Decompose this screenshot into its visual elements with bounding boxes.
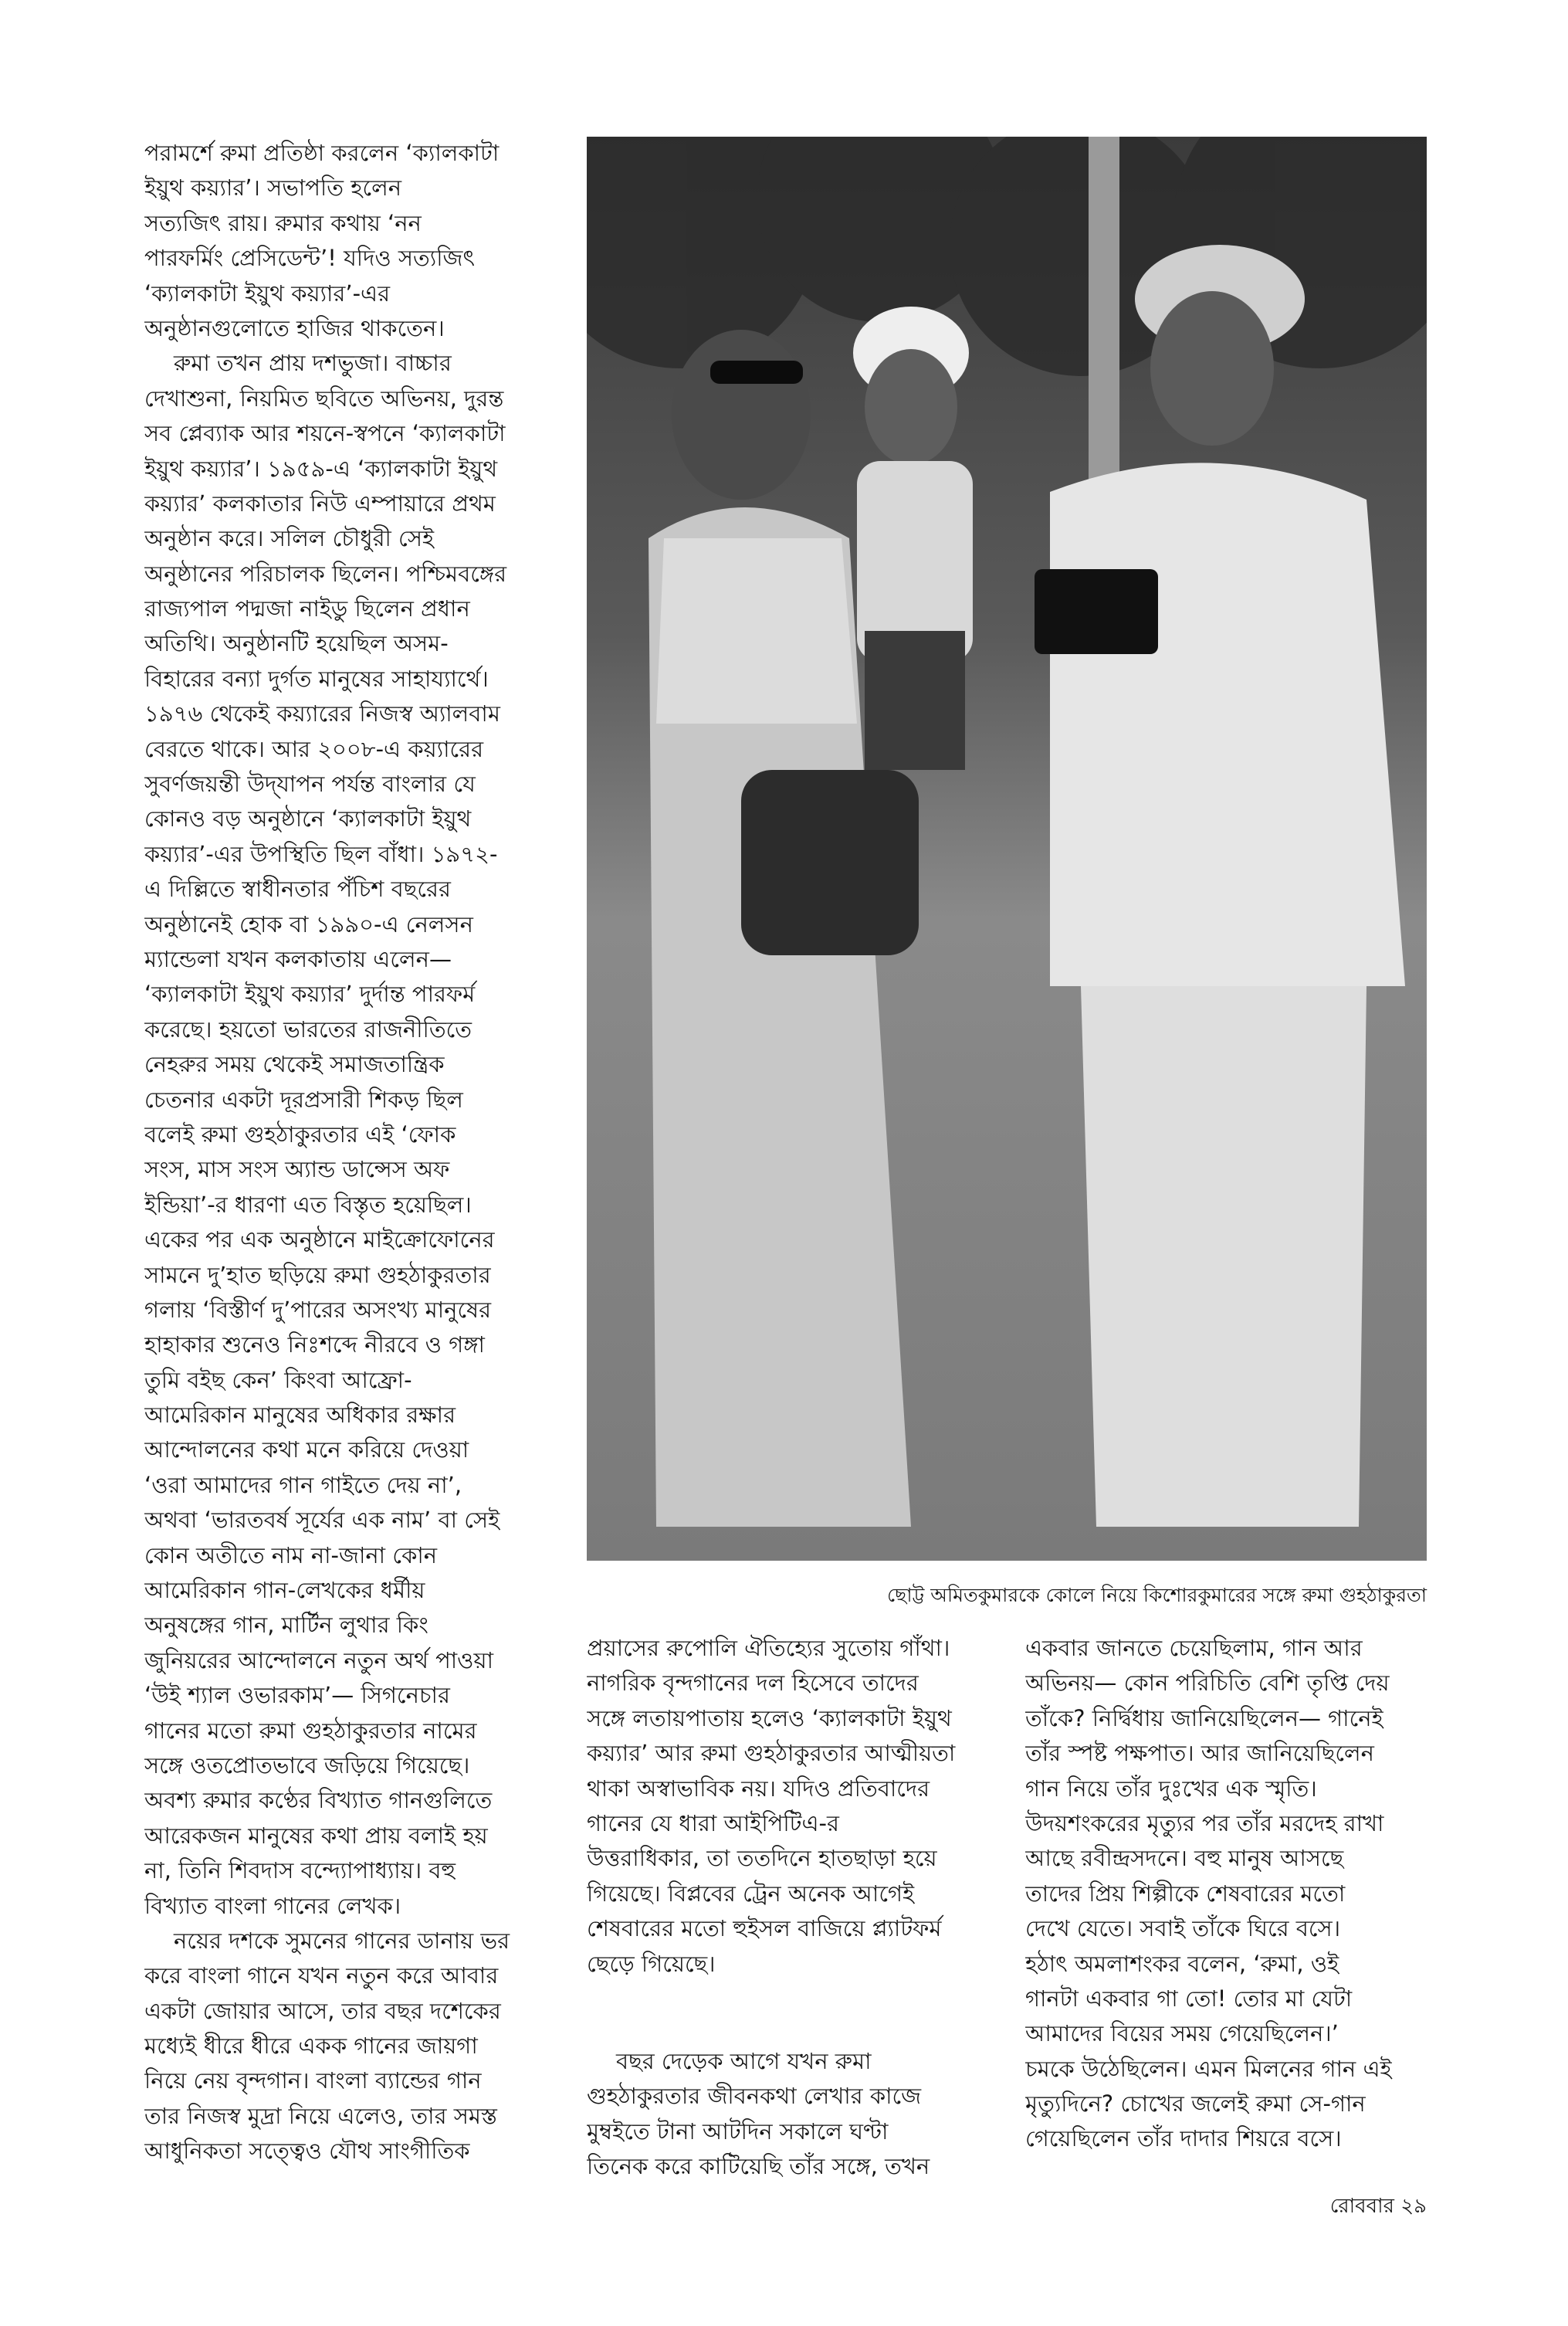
text-line: ইয়ুথ কয়্যার’। সভাপতি হলেন xyxy=(144,175,402,202)
text-line: গেয়েছিলেন তাঁর দাদার শিয়রে বসে। xyxy=(1025,2125,1342,2152)
article-column-right xyxy=(1025,1631,1431,2157)
text-line: গুহঠাকুরতার জীবনকথা লেখার কাজে xyxy=(587,2083,922,2110)
text-line: আমেরিকান মানুষের অধিকার রক্ষার xyxy=(144,1402,456,1429)
text-line: নাগরিক বৃন্দগানের দল হিসেবে তাদের xyxy=(587,1670,919,1697)
text-line: ইয়ুথ কয়্যার’। ১৯৫৯-এ ‘ক্যালকাটা ইয়ুথ xyxy=(144,455,498,482)
text-line: অভিনয়— কোন পরিচিতি বেশি তৃপ্তি দেয় xyxy=(1025,1670,1390,1697)
text-line: পারফর্মিং প্রেসিডেন্ট’! যদিও সত্যজিৎ xyxy=(144,245,475,272)
text-line: করেছে। হয়তো ভারতের রাজনীতিতে xyxy=(144,1016,472,1043)
text-line: সব প্লেব্যাক আর শয়নে-স্বপনে ‘ক্যালকাটা xyxy=(144,420,506,447)
text-line: দেখে যেতে। সবাই তাঁকে ঘিরে বসে। xyxy=(1025,1915,1341,1942)
text-line: অবশ্য রুমার কণ্ঠের বিখ্যাত গানগুলিতে xyxy=(144,1787,493,1814)
text-line: বেরতে থাকে। আর ২০০৮-এ কয়্যারের xyxy=(144,735,484,762)
text-line: ‘উই শ্যাল ওভারকাম’— সিগনেচার xyxy=(144,1682,450,1709)
article-column-left xyxy=(144,136,550,2169)
paragraph-gap xyxy=(587,1982,992,2044)
text-line: তাদের প্রিয় শিল্পীকে শেষবারের মতো xyxy=(1025,1880,1346,1907)
checked-bag xyxy=(741,770,919,955)
text-line: নিয়ে নেয় বৃন্দগান। বাংলা ব্যান্ডের গান xyxy=(144,2067,482,2094)
text-line: কোনও বড় অনুষ্ঠানে ‘ক্যালকাটা ইয়ুথ xyxy=(144,805,472,832)
text-line: শেষবারের মতো হুইসল বাজিয়ে প্ল্যাটফর্ম xyxy=(587,1915,942,1942)
text-line: ছেড়ে গিয়েছে। xyxy=(587,1950,716,1977)
text-line: আমাদের বিয়ের সময় গেয়েছিলেন।’ xyxy=(1025,2020,1339,2047)
text-line: কয়্যার’ কলকাতার নিউ এম্পায়ারে প্রথম xyxy=(144,490,496,517)
text-line: গানটা একবার গা তো! তোর মা যেটা xyxy=(1025,1985,1353,2012)
text-line: সঙ্গে লতায়পাতায় হলেও ‘ক্যালকাটা ইয়ুথ xyxy=(587,1704,952,1731)
text-line: আমেরিকান গান-লেখকের ধর্মীয় xyxy=(144,1577,425,1604)
text-line: আছে রবীন্দ্রসদনে। বহু মানুষ আসছে xyxy=(1025,1845,1344,1872)
text-line: আধুনিকতা সত্ত্বেও যৌথ সাংগীতিক xyxy=(144,2138,470,2165)
text-line: বছর দেড়েক আগে যখন রুমা xyxy=(616,2047,872,2074)
text-line: করে বাংলা গানে যখন নতুন করে আবার xyxy=(144,1962,499,1989)
text-line: মধ্যেই ধীরে ধীরে একক গানের জায়গা xyxy=(144,2033,478,2060)
text-line: ‘ওরা আমাদের গান গাইতে দেয় না’, xyxy=(144,1471,462,1498)
text-line: গান নিয়ে তাঁর দুঃখের এক স্মৃতি। xyxy=(1025,1775,1317,1802)
text-line: ম্যান্ডেলা যখন কলকাতায় এলেন— xyxy=(144,945,452,972)
text-line: ‘ক্যালকাটা ইয়ুথ কয়্যার’-এর xyxy=(144,280,391,307)
text-line: বলেই রুমা গুহঠাকুরতার এই ‘ফোক xyxy=(144,1121,456,1148)
text-line: তাঁকে? নির্দ্বিধায় জানিয়েছিলেন— গানেই xyxy=(1025,1704,1383,1731)
text-line: মৃত্যুদিনে? চোখের জলেই রুমা সে-গান xyxy=(1025,2090,1366,2117)
text-line: তার নিজস্ব মুদ্রা নিয়ে এলেও, তার সমস্ত xyxy=(144,2102,497,2129)
text-line: নয়ের দশকে সুমনের গানের ডানায় ভর xyxy=(174,1927,510,1954)
text-line: পরামর্শে রুমা প্রতিষ্ঠা করলেন ‘ক্যালকাটা xyxy=(144,140,500,166)
article-column-middle xyxy=(587,1631,992,2184)
text-line: তিনেক করে কাটিয়েছি তাঁর সঙ্গে, তখন xyxy=(587,2153,930,2180)
text-line: একবার জানতে চেয়েছিলাম, গান আর xyxy=(1025,1635,1363,1661)
text-line: থাকা অস্বাভাবিক নয়। যদিও প্রতিবাদের xyxy=(587,1775,930,1802)
text-line: সুবর্ণজয়ন্তী উদ্‌যাপন পর্যন্ত বাংলার যে xyxy=(144,771,476,798)
text-line: গানের মতো রুমা গুহঠাকুরতার নামের xyxy=(144,1717,477,1744)
text-line: ইন্ডিয়া’-র ধারণা এত বিস্তৃত হয়েছিল। xyxy=(144,1191,472,1218)
text-line: সামনে দু’হাত ছড়িয়ে রুমা গুহঠাকুরতার xyxy=(144,1261,491,1288)
text-line: অনুষঙ্গের গান, মার্টিন লুথার কিং xyxy=(144,1612,428,1639)
text-line: একটা জোয়ার আসে, তার বছর দশেকের xyxy=(144,1997,501,2024)
text-line: সঙ্গে ওতপ্রোতভাবে জড়িয়ে গিয়েছে। xyxy=(144,1751,470,1778)
text-line: গানের যে ধারা আইপিটিএ-র xyxy=(587,1809,839,1836)
photo-caption: ছোট্ট অমিতকুমারকে কোলে নিয়ে কিশোরকুমারের সঙ্গে রুমা গুহঠাকুরতা xyxy=(887,1584,1427,1606)
page-folio: রোববার ২৯ xyxy=(1329,2195,1427,2218)
text-line: কয়্যার’ আর রুমা গুহঠাকুরতার আত্মীয়তা xyxy=(587,1740,956,1767)
photograph xyxy=(587,137,1427,1561)
text-line: ১৯৭৬ থেকেই কয়্যারের নিজস্ব অ্যালবাম xyxy=(144,700,500,727)
text-line: বিখ্যাত বাংলা গানের লেখক। xyxy=(144,1892,401,1919)
text-line: বিহারের বন্যা দুর্গত মানুষের সাহায্যার্থে। xyxy=(144,665,489,692)
text-line: রুমা তখন প্রায় দশভুজা। বাচ্চার xyxy=(174,350,452,377)
paragraph xyxy=(587,2044,992,2185)
text-line: তুমি বইছ কেন’ কিংবা আফ্রো- xyxy=(144,1366,412,1393)
text-line: তাঁর স্পষ্ট পক্ষপাত। আর জানিয়েছিলেন xyxy=(1025,1740,1374,1767)
text-line: সত্যজিৎ রায়। রুমার কথায় ‘নন xyxy=(144,209,422,236)
text-line: নেহরুর সময় থেকেই সমাজতান্ত্রিক xyxy=(144,1051,445,1078)
child-figure xyxy=(853,307,973,770)
text-line: কয়্যার’-এর উপস্থিতি ছিল বাঁধা। ১৯৭২- xyxy=(144,840,498,867)
text-line: চেতনার একটা দূরপ্রসারী শিকড় ছিল xyxy=(144,1086,463,1113)
text-line: সংস, মাস সংস অ্যান্ড ডান্সেস অফ xyxy=(144,1156,450,1183)
text-line: ‘ক্যালকাটা ইয়ুথ কয়্যার’ দুর্দান্ত পারফর্ম xyxy=(144,981,476,1008)
text-line: অনুষ্ঠানগুলোতে হাজির থাকতেন। xyxy=(144,314,445,341)
text-line: এ দিল্লিতে স্বাধীনতার পঁচিশ বছরের xyxy=(144,876,451,903)
text-line: অতিথি। অনুষ্ঠানটি হয়েছিল অসম- xyxy=(144,630,449,657)
text-line: অথবা ‘ভারতবর্ষ সূর্যের এক নাম’ বা সেই xyxy=(144,1507,500,1534)
text-line: প্রয়াসের রুপোলি ঐতিহ্যের সুতোয় গাঁথা। xyxy=(587,1635,950,1661)
text-line: জুনিয়রের আন্দোলনে নতুন অর্থ পাওয়া xyxy=(144,1646,493,1673)
text-line: হাহাকার শুনেও নিঃশব্দে নীরবে ও গঙ্গা xyxy=(144,1331,485,1358)
text-line: গিয়েছে। বিপ্লবের ট্রেন অনেক আগেই xyxy=(587,1880,915,1907)
text-line: গলায় ‘বিস্তীর্ণ দু’পারের অসংখ্য মানুষের xyxy=(144,1296,492,1323)
text-line: অনুষ্ঠান করে। সলিল চৌধুরী সেই xyxy=(144,525,435,552)
text-line: চমকে উঠেছিলেন। এমন মিলনের গান এই xyxy=(1025,2055,1392,2082)
text-line: হঠাৎ অমলাশংকর বলেন, ‘রুমা, ওই xyxy=(1025,1950,1339,1977)
text-line: কোন অতীতে নাম না-জানা কোন xyxy=(144,1541,438,1568)
paragraph xyxy=(587,1631,992,1982)
text-line: মুম্বইতে টানা আটদিন সকালে ঘণ্টা xyxy=(587,2117,889,2145)
text-line: রাজ্যপাল পদ্মজা নাইডু ছিলেন প্রধান xyxy=(144,595,470,622)
text-line: একের পর এক অনুষ্ঠানে মাইক্রোফোনের xyxy=(144,1226,495,1253)
text-line: আন্দোলনের কথা মনে করিয়ে দেওয়া xyxy=(144,1436,469,1463)
text-line: অনুষ্ঠানের পরিচালক ছিলেন। পশ্চিমবঙ্গের xyxy=(144,560,507,587)
text-line: উত্তরাধিকার, তা ততদিনে হাতছাড়া হয়ে xyxy=(587,1845,937,1872)
text-line: দেখাশুনা, নিয়মিত ছবিতে অভিনয়, দুরন্ত xyxy=(144,385,504,412)
text-line: উদয়শংকরের মৃত্যুর পর তাঁর মরদেহ রাখা xyxy=(1025,1809,1384,1836)
text-line: আরেকজন মানুষের কথা প্রায় বলাই হয় xyxy=(144,1822,488,1849)
camera xyxy=(1035,569,1158,654)
text-line: অনুষ্ঠানেই হোক বা ১৯৯০-এ নেলসন xyxy=(144,910,473,938)
family-photo-image xyxy=(587,137,1427,1561)
text-line: না, তিনি শিবদাস বন্দ্যোপাধ্যায়। বহু xyxy=(144,1857,456,1884)
